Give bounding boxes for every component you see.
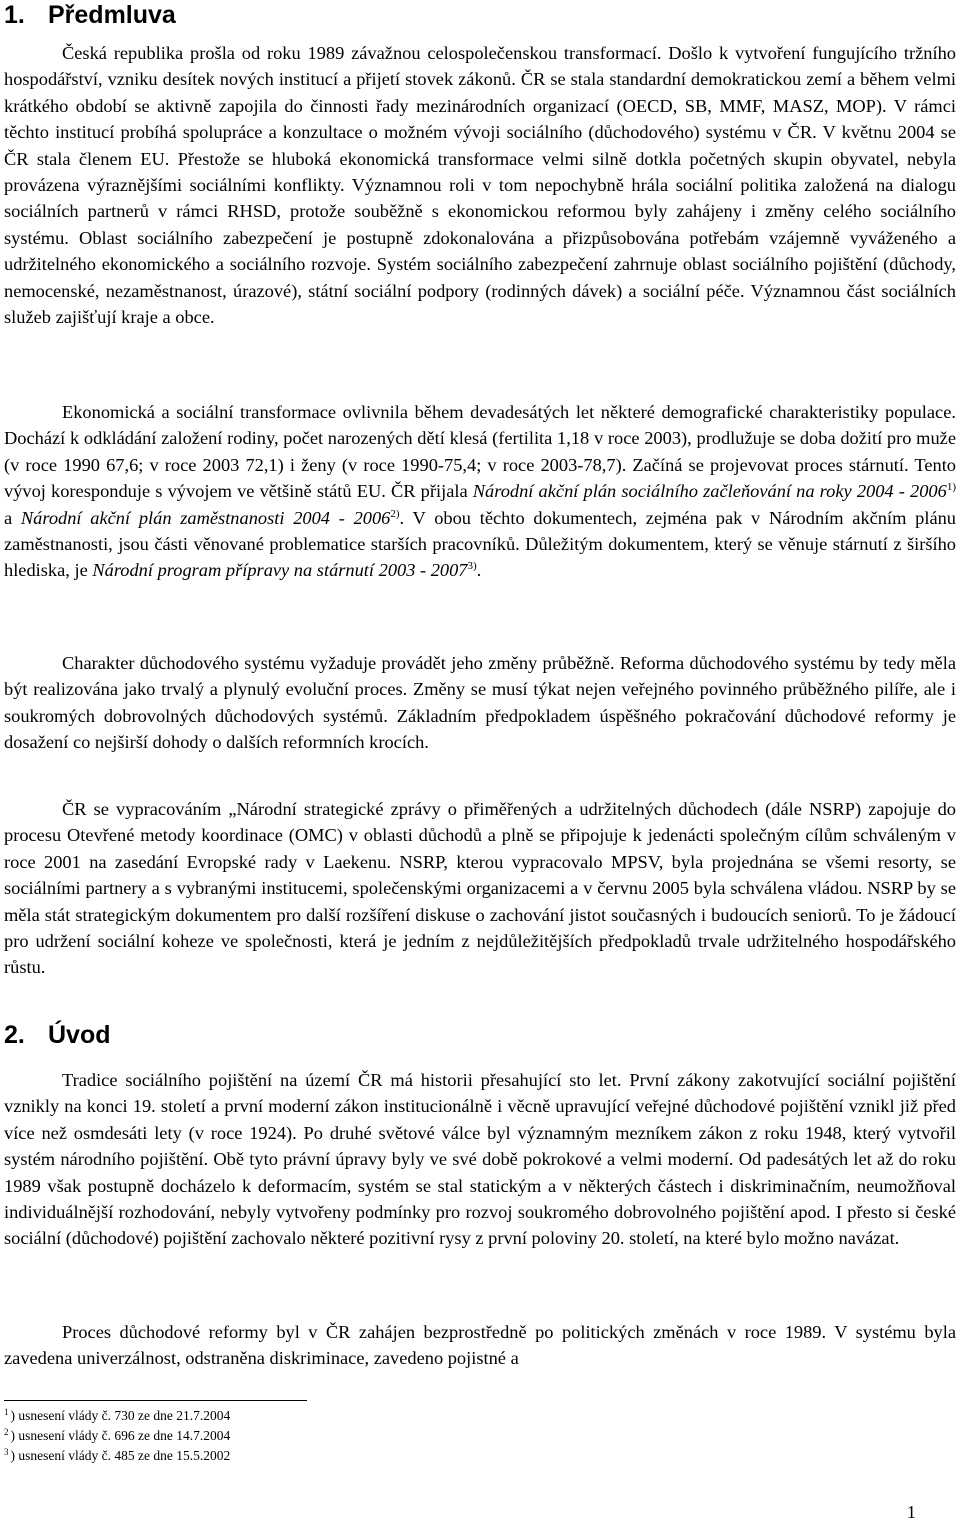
paragraph-reform-process: Proces důchodové reformy byl v ČR zahájen bezprostředně po politických změnách v roce 1989. V systému byla zavedena univerzálnost, odstraněna diskriminace, zavedeno pojistné a bbox=[4, 1322, 956, 1369]
footnote-ref: 3) bbox=[467, 560, 477, 573]
italic-title: Národní akční plán zaměstnanosti 2004 - 2006 bbox=[20, 507, 391, 528]
heading-uvod bbox=[4, 1020, 111, 1050]
text-run: Ekonomická a sociální transformace ovlivnila během devadesátých let některé demografické charakteristiky populace. Dochází k odkládání založení rodiny, počet narozených dětí klesá (fertilita 1,18 v roce 2003), prodlužuje se doba dožití pro muže (v roce 1990 67,6; v roce 2003 72,1) i ženy (v roce 1990-75,4; v roce 2003-78,7). Začíná se projevovat proces stárnutí. Tento vývoj koresponduje s vývojem ve většině států EU. ČR přijala bbox=[4, 402, 956, 502]
paragraph-demography bbox=[4, 399, 956, 584]
heading-title: Předmluva bbox=[48, 1, 176, 29]
paragraph-nsrp: ČR se vypracováním „Národní strategické zprávy o přiměřených a udržitelných důchodech (dále NSRP) zapojuje do procesu Otevřené metody koordinace (OMC) v oblasti důchodů a plně se připojuje k jedenácti společným cílům schváleným v roce 2001 na zasedání Evropské rady v Laekenu. NSRP, kterou vypracovalo MPSV, byla projednána se všemi resorty, se sociálními partnery a s vybranými institucemi, společenskými organizacemi a v červnu 2005 byla schválena vládou. NSRP by se měla stát strategickým dokumentem pro další rozšíření diskuse o zachování jistot současných i budoucích seniorů. To je žádoucí pro udržení sociální koheze ve společnosti, která je jedním z nejdůležitějších předpokladů trvale udržitelného hospodářského růstu. bbox=[4, 799, 956, 978]
footnote-ref: 2) bbox=[390, 507, 400, 520]
heading-number: 1. bbox=[4, 1, 25, 29]
footnote-1 bbox=[4, 1408, 230, 1424]
text-run: . bbox=[476, 560, 482, 581]
heading-predmluva bbox=[4, 0, 176, 30]
heading-title: Úvod bbox=[48, 1021, 111, 1049]
footnote-text: ) usnesení vlády č. 485 ze dne 15.5.2002 bbox=[10, 1448, 231, 1463]
footnote-separator bbox=[4, 1400, 307, 1401]
page-number: 1 bbox=[906, 1502, 916, 1522]
paragraph-transformation: Česká republika prošla od roku 1989 závažnou celospolečenskou transformací. Došlo k vytvoření fungujícího tržního hospodářství, vzniku desítek nových institucí a přijetí stovek zákonů. ČR se stala standardní demokratickou zemí a během velmi krátkého období se aktivně zapojila do činnosti řady mezinárodních organizací (OECD, SB, MMF, MASZ, MOP). V rámci těchto institucí probíhá spolupráce a konzultace o možném vývoji sociálního (důchodového) systému v ČR. V květnu 2004 se ČR stala členem EU. Přestože se hluboká ekonomická transformace velmi silně dotkla početných skupin obyvatel, nebyla provázena výraznějšími sociálními konflikty. Významnou roli v tom nepochybně hrála sociální politika založená na dialogu sociálních partnerů v rámci RHSD, protože souběžně s ekonomickou reformou byly zahájeny i změny celého sociálního systému. Oblast sociálního zabezpečení je postupně zdokonalována a přizpůsobována potřebám vzájemně vyváženého a udržitelného ekonomického a sociálního rozvoje. Systém sociálního zabezpečení zahrnuje oblast sociálního pojištění (důchody, nemocenské, nezaměstnanost, úrazové), státní sociální podpory (rodinných dávek) a sociální péče. Významnou část sociálních služeb zajišťují kraje a obce. bbox=[4, 43, 956, 328]
footnote-3 bbox=[4, 1448, 230, 1464]
text-run: . V obou těchto dokumentech, zejména pak v Národním akčním plánu zaměstnanosti, jsou části věnované problematice starších pracovníků. Důležitým dokumentem, který se věnuje stárnutí z širšího hlediska, je bbox=[4, 507, 956, 581]
italic-title: Národní akční plán sociálního začleňování na roky 2004 - 2006 bbox=[472, 481, 947, 502]
footnote-text: ) usnesení vlády č. 730 ze dne 21.7.2004 bbox=[10, 1408, 231, 1423]
footnote-mark: 1 bbox=[4, 1406, 9, 1417]
footnote-2 bbox=[4, 1428, 230, 1444]
footnote-ref: 1) bbox=[946, 481, 956, 494]
paragraph-tradition: Tradice sociálního pojištění na území ČR má historii přesahující sto let. První zákony zakotvující sociální pojištění vznikly na konci 19. století a první moderní zákon institucionálně i věcně upravující veřejné důchodové pojištění vznikl již před více než osmdesáti lety (v roce 1924). Po druhé světové válce byl významným mezníkem zákon z roku 1948, který vytvořil systém národního pojištění. Obě tyto právní úpravy byly ve své době pokrokové a velmi moderní. Od padesátých let až do roku 1989 však postupně docházelo k deformacím, systém se stal statickým a v některých částech i diskriminačním, neumožňoval individuálnější rozhodování, nebyly vytvořeny podmínky pro rozvoj soukromého dobrovolného pojištění apod. I přesto si české sociální (důchodové) pojištění zachovalo některé pozitivní rysy z první poloviny 20. století, na které bylo možno navázat. bbox=[4, 1070, 956, 1249]
footnote-text: ) usnesení vlády č. 696 ze dne 14.7.2004 bbox=[10, 1428, 231, 1443]
italic-title: Národní program přípravy na stárnutí 2003 - 2007 bbox=[92, 560, 468, 581]
paragraph-pension-character: Charakter důchodového systému vyžaduje provádět jeho změny průběžně. Reforma důchodového systému by tedy měla být realizována jako trvalý a plynulý evoluční proces. Změny se musí týkat nejen veřejného povinného průběžného pilíře, ale i soukromých dobrovolných důchodových systémů. Základním předpokladem úspěšného pokračování důchodové reformy je dosažení co nejširší dohody o dalších reformních krocích. bbox=[4, 653, 956, 753]
heading-number: 2. bbox=[4, 1021, 25, 1049]
footnote-mark: 3 bbox=[4, 1446, 9, 1457]
text-run: a bbox=[4, 507, 21, 528]
footnote-mark: 2 bbox=[4, 1426, 9, 1437]
